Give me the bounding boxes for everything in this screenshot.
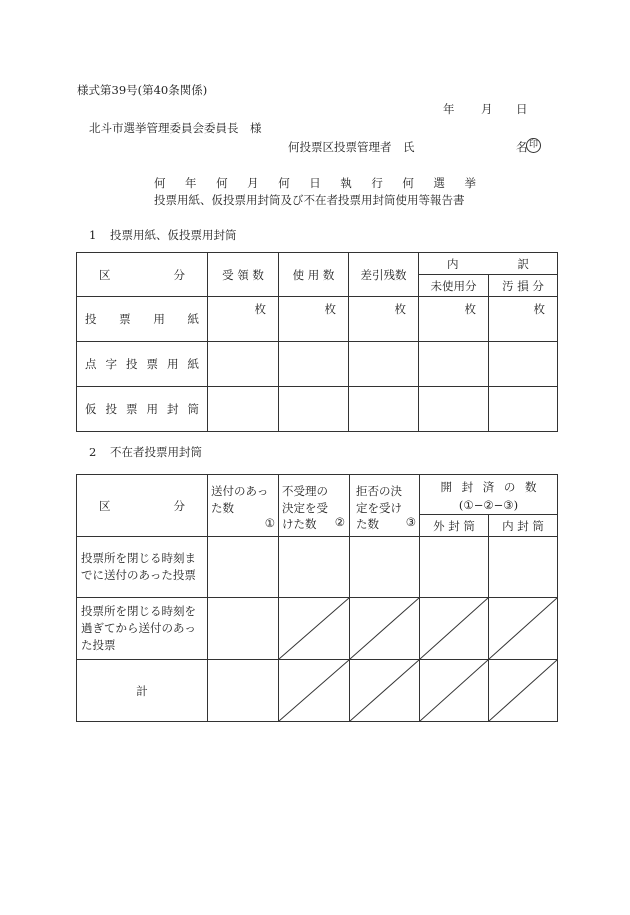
table-row bbox=[77, 297, 558, 342]
cell-inner bbox=[489, 660, 558, 722]
title-char: 行 bbox=[371, 176, 383, 190]
title-char: 選 bbox=[433, 176, 445, 190]
header-sent-number: ① bbox=[264, 516, 275, 531]
date-year-label: 年 bbox=[443, 102, 455, 116]
cell-damaged bbox=[489, 342, 558, 387]
cell-refused bbox=[350, 537, 420, 598]
diagonal-strike bbox=[279, 598, 349, 659]
diagonal-strike bbox=[489, 660, 557, 721]
row-label bbox=[77, 537, 208, 598]
row-label-char: 点 bbox=[85, 357, 97, 371]
section1-title: 投票用紙、仮投票用封筒 bbox=[109, 228, 237, 242]
section2-number: 2 bbox=[89, 445, 97, 459]
cell-rejected bbox=[279, 660, 350, 722]
table-row bbox=[77, 598, 558, 660]
section2-title: 不在者投票用封筒 bbox=[109, 445, 202, 459]
cell-inner bbox=[489, 598, 558, 660]
diagonal-strike bbox=[350, 598, 419, 659]
cell-unused bbox=[419, 297, 489, 342]
header-rejected-label: 不受理の決定を受けた数 bbox=[282, 484, 328, 532]
table-row bbox=[77, 342, 558, 387]
header-kubun-char: 分 bbox=[173, 267, 185, 282]
seal-mark bbox=[526, 138, 541, 153]
row-label-char: 投 bbox=[85, 312, 97, 326]
cell-refused bbox=[350, 660, 420, 722]
form-number: 様式第39号(第40条関係) bbox=[77, 83, 208, 97]
row-label-char: 仮 bbox=[85, 402, 97, 416]
row-label-char: 字 bbox=[105, 357, 117, 371]
table-row bbox=[77, 387, 558, 432]
row-label-char: 封 bbox=[167, 402, 179, 416]
title-char: 挙 bbox=[464, 176, 476, 190]
header-kubun bbox=[77, 475, 208, 537]
absentee-envelope-table bbox=[76, 474, 558, 722]
section1-heading bbox=[89, 230, 236, 242]
name-label: 名 bbox=[516, 140, 528, 154]
report-title-line1 bbox=[154, 178, 476, 190]
row-label-char: 用 bbox=[167, 357, 179, 371]
unit-label: 枚 bbox=[394, 302, 406, 316]
header-kubun-char: 区 bbox=[99, 267, 111, 282]
diagonal-strike bbox=[420, 598, 488, 659]
cell-remaining bbox=[349, 297, 419, 342]
row-label-char: 票 bbox=[119, 312, 131, 326]
header-unused: 未使用分 bbox=[419, 275, 489, 297]
cell-refused bbox=[350, 598, 420, 660]
header-refused bbox=[350, 475, 420, 537]
row-label bbox=[77, 598, 208, 660]
cell-received bbox=[208, 342, 279, 387]
header-outer-envelope: 外 封 筒 bbox=[420, 515, 489, 537]
cell-inner bbox=[489, 537, 558, 598]
date-day-label: 日 bbox=[516, 102, 528, 116]
header-kubun-char: 分 bbox=[173, 498, 185, 513]
cell-remaining bbox=[349, 342, 419, 387]
header-inner-envelope: 内 封 筒 bbox=[489, 515, 558, 537]
title-char: 何 bbox=[402, 176, 414, 190]
cell-remaining bbox=[349, 387, 419, 432]
row-label-char: 票 bbox=[126, 402, 138, 416]
cell-used bbox=[279, 342, 349, 387]
diagonal-strike bbox=[350, 660, 419, 721]
row-label-char: 筒 bbox=[187, 402, 199, 416]
row-label-text: 投票所を閉じる時刻までに送付のあった投票 bbox=[81, 551, 196, 582]
ballot-paper-table bbox=[76, 252, 558, 432]
header-opened bbox=[420, 475, 558, 515]
header-received: 受 領 数 bbox=[208, 253, 279, 297]
header-kubun bbox=[77, 253, 208, 297]
unit-label: 枚 bbox=[533, 302, 545, 316]
title-char: 何 bbox=[278, 176, 290, 190]
header-opened-formula: (①−②−③) bbox=[458, 498, 519, 512]
cell-outer bbox=[420, 660, 489, 722]
manager-label: 何投票区投票管理者 氏 bbox=[288, 140, 415, 154]
header-breakdown-char: 訳 bbox=[517, 256, 529, 271]
header-breakdown bbox=[419, 253, 558, 275]
diagonal-strike bbox=[420, 660, 488, 721]
row-label-char: 紙 bbox=[187, 357, 199, 371]
cell-used bbox=[279, 297, 349, 342]
addressee: 北斗市選挙管理委員会委員長 様 bbox=[89, 121, 262, 135]
row-label-char: 投 bbox=[126, 357, 138, 371]
header-rejected bbox=[279, 475, 350, 537]
row-label bbox=[77, 297, 208, 342]
cell-unused bbox=[419, 387, 489, 432]
cell-sent bbox=[208, 598, 279, 660]
cell-rejected bbox=[279, 598, 350, 660]
cell-damaged bbox=[489, 297, 558, 342]
total-label: 計 bbox=[136, 683, 148, 698]
row-label bbox=[77, 387, 208, 432]
row-label-char: 投 bbox=[105, 402, 117, 416]
row-label-char: 票 bbox=[146, 357, 158, 371]
row-label bbox=[77, 660, 208, 722]
table-row bbox=[77, 660, 558, 722]
row-label-char: 用 bbox=[146, 402, 158, 416]
seal-label: 印 bbox=[528, 140, 538, 150]
header-rejected-number: ② bbox=[334, 515, 345, 529]
cell-damaged bbox=[489, 387, 558, 432]
header-used: 使 用 数 bbox=[279, 253, 349, 297]
title-char: 月 bbox=[247, 176, 259, 190]
section1-number: 1 bbox=[89, 228, 97, 242]
report-title-line2: 投票用紙、仮投票用封筒及び不在者投票用封筒使用等報告書 bbox=[154, 193, 465, 207]
cell-used bbox=[279, 387, 349, 432]
cell-received bbox=[208, 297, 279, 342]
title-char: 執 bbox=[340, 176, 352, 190]
title-char: 日 bbox=[309, 176, 321, 190]
cell-outer bbox=[420, 537, 489, 598]
cell-sent bbox=[208, 660, 279, 722]
cell-outer bbox=[420, 598, 489, 660]
header-refused-label: 拒否の決定を受けた数 bbox=[356, 484, 402, 532]
diagonal-strike bbox=[489, 598, 557, 659]
row-label-char: 用 bbox=[153, 312, 165, 326]
title-char: 何 bbox=[154, 176, 166, 190]
title-char: 年 bbox=[185, 176, 197, 190]
diagonal-strike bbox=[279, 660, 349, 721]
row-label-text: 投票所を閉じる時刻を過ぎてから送付のあった投票 bbox=[81, 604, 196, 652]
header-damaged: 汚 損 分 bbox=[489, 275, 558, 297]
header-kubun-char: 区 bbox=[99, 498, 111, 513]
table-row bbox=[77, 537, 558, 598]
date-month-label: 月 bbox=[481, 102, 493, 116]
header-remaining: 差引残数 bbox=[349, 253, 419, 297]
section2-heading bbox=[89, 447, 202, 459]
unit-label: 枚 bbox=[464, 302, 476, 316]
header-opened-label: 開 封 済 の 数 bbox=[440, 480, 537, 494]
unit-label: 枚 bbox=[324, 302, 336, 316]
header-refused-number: ③ bbox=[405, 515, 416, 529]
cell-received bbox=[208, 387, 279, 432]
unit-label: 枚 bbox=[254, 302, 266, 316]
cell-unused bbox=[419, 342, 489, 387]
header-sent-label: 送付のあった数 bbox=[211, 484, 269, 515]
row-label-char: 紙 bbox=[187, 312, 199, 326]
row-label bbox=[77, 342, 208, 387]
cell-sent bbox=[208, 537, 279, 598]
header-sent bbox=[208, 475, 279, 537]
title-char: 何 bbox=[216, 176, 228, 190]
header-breakdown-char: 内 bbox=[447, 256, 459, 271]
cell-rejected bbox=[279, 537, 350, 598]
